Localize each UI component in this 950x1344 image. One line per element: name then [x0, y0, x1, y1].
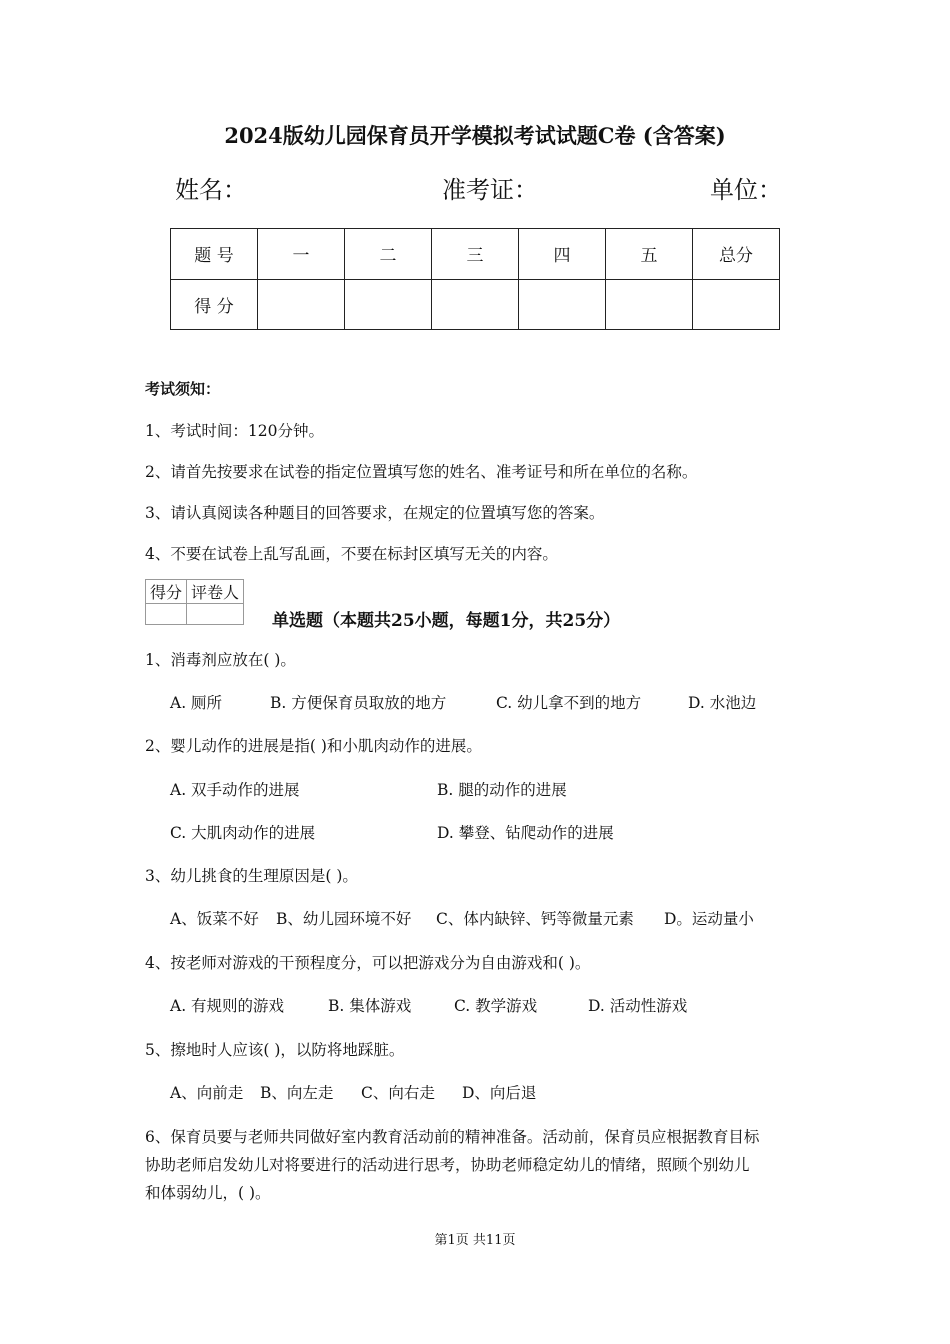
- question-stem: 2、婴儿动作的进展是指( )和小肌肉动作的进展。: [145, 737, 482, 755]
- question-stem: 5、擦地时人应该( )，以防将地踩脏。: [145, 1041, 405, 1059]
- question-stem-line: 6、保育员要与老师共同做好室内教育活动前的精神准备。活动前，保育员应根据教育目标: [145, 1128, 760, 1146]
- notice-item: 3、请认真阅读各种题目的回答要求，在规定的位置填写您的答案。: [145, 504, 605, 522]
- grader-reviewer-label: 评卷人: [187, 580, 244, 604]
- score-table-header-total: 总分: [693, 229, 780, 280]
- score-table-header-label: 题 号: [171, 229, 258, 280]
- score-cell-5[interactable]: [606, 279, 693, 330]
- section-title: 单选题（本题共25小题，每题1分，共25分）: [272, 611, 621, 631]
- option-a[interactable]: A. 厕所: [170, 694, 223, 712]
- option-a[interactable]: A. 双手动作的进展: [170, 781, 300, 799]
- score-row-label: 得 分: [171, 279, 258, 330]
- exam-id-field-label: 准考证：: [442, 176, 538, 204]
- option-b[interactable]: B. 腿的动作的进展: [437, 781, 567, 799]
- option-d[interactable]: D. 水池边: [688, 694, 757, 712]
- option-d[interactable]: D。运动量小: [664, 910, 754, 928]
- notice-item: 4、不要在试卷上乱写乱画，不要在标封区填写无关的内容。: [145, 545, 558, 563]
- question-stem-line: 和体弱幼儿，( )。: [145, 1184, 271, 1202]
- notice-item: 1、考试时间：120分钟。: [145, 422, 324, 440]
- grader-box: [145, 579, 244, 625]
- page-footer: 第1页 共11页: [434, 1233, 516, 1248]
- score-cell-total[interactable]: [693, 279, 780, 330]
- option-c[interactable]: C、向右走: [361, 1084, 435, 1102]
- notice-heading: 考试须知：: [145, 380, 221, 398]
- score-table-header-2: 二: [345, 229, 432, 280]
- unit-field-label: 单位：: [710, 176, 782, 204]
- option-b[interactable]: B、向左走: [260, 1084, 334, 1102]
- score-cell-3[interactable]: [432, 279, 519, 330]
- option-c[interactable]: C. 幼儿拿不到的地方: [496, 694, 642, 712]
- score-table-header-5: 五: [606, 229, 693, 280]
- option-a[interactable]: A、饭菜不好: [170, 910, 259, 928]
- option-a[interactable]: A、向前走: [170, 1084, 244, 1102]
- score-table: [170, 228, 780, 330]
- document-title: 2024版幼儿园保育员开学模拟考试试题C卷 (含答案): [224, 123, 726, 148]
- option-c[interactable]: C、体内缺锌、钙等微量元素: [436, 910, 634, 928]
- option-b[interactable]: B. 集体游戏: [328, 997, 412, 1015]
- option-b[interactable]: B、幼儿园环境不好: [276, 910, 412, 928]
- grader-score-cell[interactable]: [146, 604, 187, 625]
- score-table-header-1: 一: [258, 229, 345, 280]
- score-table-header-3: 三: [432, 229, 519, 280]
- score-table-header-row: [171, 229, 780, 280]
- question-stem: 4、按老师对游戏的干预程度分，可以把游戏分为自由游戏和( )。: [145, 954, 591, 972]
- option-d[interactable]: D. 活动性游戏: [588, 997, 688, 1015]
- option-d[interactable]: D、向后退: [462, 1084, 537, 1102]
- score-table-header-4: 四: [519, 229, 606, 280]
- option-c[interactable]: C. 教学游戏: [454, 997, 538, 1015]
- option-b[interactable]: B. 方便保育员取放的地方: [270, 694, 447, 712]
- grader-reviewer-cell[interactable]: [187, 604, 244, 625]
- question-stem: 1、消毒剂应放在( )。: [145, 651, 296, 669]
- question-stem: 3、幼儿挑食的生理原因是( )。: [145, 867, 358, 885]
- score-cell-2[interactable]: [345, 279, 432, 330]
- option-a[interactable]: A. 有规则的游戏: [170, 997, 285, 1015]
- notice-item: 2、请首先按要求在试卷的指定位置填写您的姓名、准考证号和所在单位的名称。: [145, 463, 698, 481]
- grader-score-label: 得分: [146, 580, 187, 604]
- score-cell-1[interactable]: [258, 279, 345, 330]
- option-d[interactable]: D. 攀登、钻爬动作的进展: [437, 824, 614, 842]
- score-cell-4[interactable]: [519, 279, 606, 330]
- question-stem-line: 协助老师启发幼儿对将要进行的活动进行思考，协助老师稳定幼儿的情绪，照顾个别幼儿: [145, 1156, 750, 1174]
- score-table-score-row: [171, 279, 780, 330]
- option-c[interactable]: C. 大肌肉动作的进展: [170, 824, 316, 842]
- name-field-label: 姓名：: [175, 176, 247, 204]
